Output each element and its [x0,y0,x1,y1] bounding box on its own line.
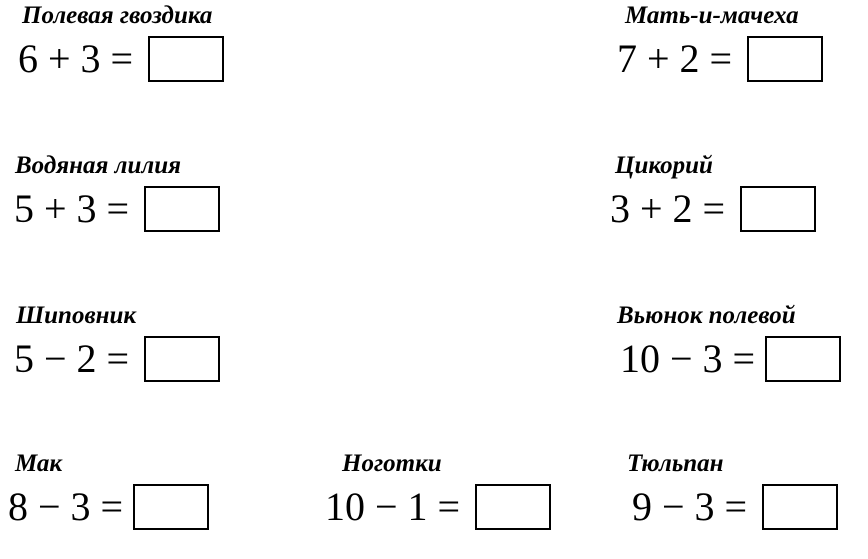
math-expression: 3 + 2 = [610,186,726,231]
expression-row [632,484,838,530]
problem-7 [8,451,209,530]
math-expression: 10 − 1 = [325,484,461,529]
flower-name-label: Мак [15,450,63,477]
expression-row [8,484,209,530]
problem-6 [617,303,841,382]
problem-5 [14,303,220,382]
problem-1 [18,3,224,82]
answer-box[interactable] [133,484,209,530]
answer-box[interactable] [740,186,816,232]
flower-name-label: Тюльпан [627,450,724,477]
expression-row [610,186,816,232]
expression-row [14,186,220,232]
problem-4 [610,153,816,232]
problem-3 [14,153,220,232]
answer-box[interactable] [144,336,220,382]
expression-row [18,36,224,82]
math-expression: 5 + 3 = [14,186,130,231]
answer-box[interactable] [475,484,551,530]
math-expression: 9 − 3 = [632,484,748,529]
problem-2 [617,3,823,82]
problem-8 [325,451,551,530]
flower-name-label: Цикорий [615,152,713,179]
expression-row [325,484,551,530]
expression-row [617,36,823,82]
math-expression: 5 − 2 = [14,336,130,381]
answer-box[interactable] [148,36,224,82]
flower-name-label: Водяная лилия [15,152,181,179]
flower-name-label: Вьюнок полевой [617,302,796,329]
math-expression: 10 − 3 = [620,336,756,381]
math-expression: 8 − 3 = [8,484,124,529]
flower-name-label: Мать-и-мачеха [625,2,799,29]
answer-box[interactable] [747,36,823,82]
answer-box[interactable] [144,186,220,232]
answer-box[interactable] [765,336,841,382]
expression-row [14,336,220,382]
flower-name-label: Ноготки [342,450,442,477]
expression-row [620,336,841,382]
answer-box[interactable] [762,484,838,530]
math-expression: 7 + 2 = [617,36,733,81]
flower-name-label: Шиповник [16,302,137,329]
flower-name-label: Полевая гвоздика [22,2,213,29]
problem-9 [627,451,838,530]
math-expression: 6 + 3 = [18,36,134,81]
